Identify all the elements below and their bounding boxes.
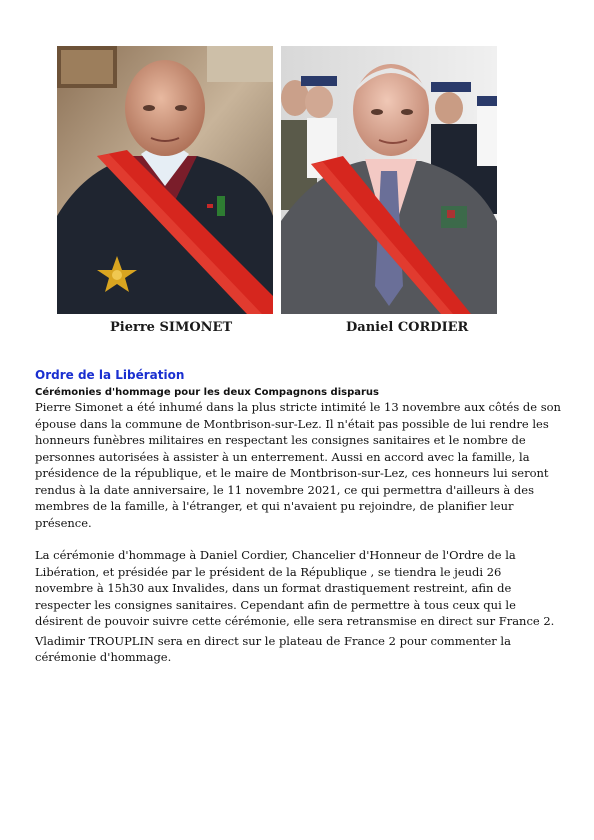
article — [35, 368, 563, 666]
paragraph-simonet: Pierre Simonet a été inhumé dans la plus stricte intimité le 13 novembre aux côtés de son épouse dans la commune de Montbrison-sur-Lez. Il n'était pas possible de lui rendre les honneurs funèbres militaires en respectant les consignes sanitaires et le nombre de personnes autorisées à assister à un enterrement. Aussi en accord avec la famille, la présidence de la république, et le maire de Montbrison-sur-Lez, ces honneurs lui seront rendus à la date anniversaire, le 11 novembre 2021, ce qui permettra d'ailleurs à des membres de la famille, à l'étranger, et qui n'avaient pu rejoindre, de planifier leur présence. — [35, 400, 561, 530]
photo-pierre-simonet — [57, 46, 273, 314]
article-subtitle: Cérémonies d'hommage pour les deux Compagnons disparus — [35, 387, 379, 398]
portrait-pierre-simonet-image — [57, 46, 273, 314]
portrait-daniel-cordier-image — [281, 46, 497, 314]
caption-daniel-cordier: Daniel CORDIER — [346, 320, 469, 335]
paragraph-trouplin: Vladimir TROUPLIN sera en direct sur le plateau de France 2 pour commenter la cérémonie d'hommage. — [35, 633, 511, 664]
paragraph-cordier: La cérémonie d'hommage à Daniel Cordier, Chancelier d'Honneur de l'Ordre de la Libération, et présidée par le président de la République , se tiendra le jeudi 26 novembre à 15h30 aux Invalides, dans un format drastiquement restreint, afin de respecter les consignes sanitaires. Cependant afin de permettre à tous ceux qui le désirent de pouvoir suivre cette cérémonie, elle sera retransmise en direct sur France 2. — [35, 548, 555, 628]
caption-pierre-simonet: Pierre SIMONET — [110, 320, 233, 335]
photo-daniel-cordier — [281, 46, 497, 314]
section-title: Ordre de la Libération — [35, 368, 185, 382]
